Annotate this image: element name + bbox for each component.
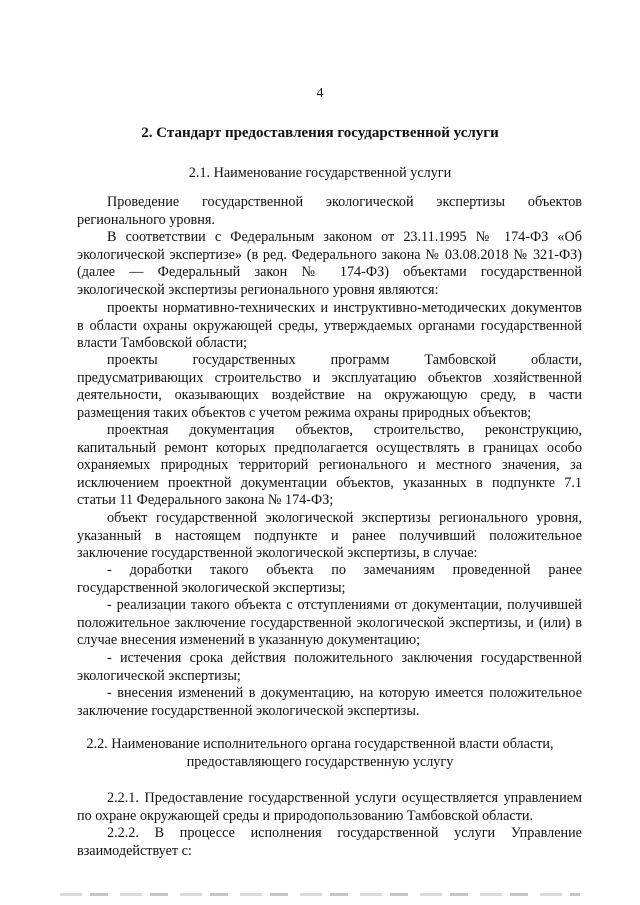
scan-artifact-line [60,893,580,896]
list-item-project-documentation: проектная документация объектов, строительство, реконструкцию, капитальный ремонт которых предполагается осуществлять в границах особо охраняемых природных территорий регионального и местного значения, за исключением проектной документации объектов, указанных в подпункте 7.1 статьи 11 Федерального закона № 174-ФЗ; [77,422,582,509]
paragraph-2-2-1: 2.2.1. Предоставление государственной услуги осуществляется управлением по охране окружающей среды и природопользованию Тамбовской области. [77,790,582,824]
page-number: 4 [316,86,324,101]
list-item-deviation: - реализации такого объекта с отступлениями от документации, получившей положительное заключение государственной экологической экспертизы, и (или) в случае внесения изменений в указанную документацию; [77,597,582,649]
list-item-state-programs: проекты государственных программ Тамбовской области, предусматривающих строительство и эксплуатацию объектов хозяйственной деятельности, оказывающих воздействие на окружающую среду, в части размещения таких объектов с учетом режима охраны природных объектов; [77,352,582,421]
list-item-expertise-object: объект государственной экологической экспертизы регионального уровня, указанный в настоящем подпункте и ранее получивший положительное заключение государственной экологической экспертизы, в случае: [77,510,582,562]
paragraph-service-name: Проведение государственной экологической экспертизы объектов регионального уровня. [77,194,582,228]
subsection-2-2-title-line1: 2.2. Наименование исполнительного органа государственной власти области, [86,736,554,752]
section-title: 2. Стандарт предоставления государственной услуги [141,125,499,141]
paragraph-law-reference: В соответствии с Федеральным законом от 23.11.1995 № 174-ФЗ «Об экологической экспертизе» (в ред. Федерального закона № 03.08.2018 № 321-ФЗ) (далее — Федеральный закон № 174-ФЗ) объектами государственной экологической экспертизы регионального уровня являются: [77,229,582,298]
list-item-expiry: - истечения срока действия положительного заключения государственной экологической экспертизы; [77,650,582,684]
subsection-2-2-title-line2: предоставляющего государственную услугу [186,754,454,770]
subsection-2-1-title: 2.1. Наименование государственной услуги [188,165,452,181]
list-item-normative-projects: проекты нормативно-технических и инструктивно-методических документов в области охраны окружающей среды, утверждаемых органами государственной власти Тамбовской области; [77,300,582,352]
list-item-revision: - доработки такого объекта по замечаниям проведенной ранее государственной экологической экспертизы; [77,562,582,596]
paragraph-2-2-2: 2.2.2. В процессе исполнения государственной услуги Управление взаимодействует с: [77,825,582,859]
list-item-changes: - внесения изменений в документацию, на которую имеется положительное заключение государственной экологической экспертизы. [77,685,582,719]
